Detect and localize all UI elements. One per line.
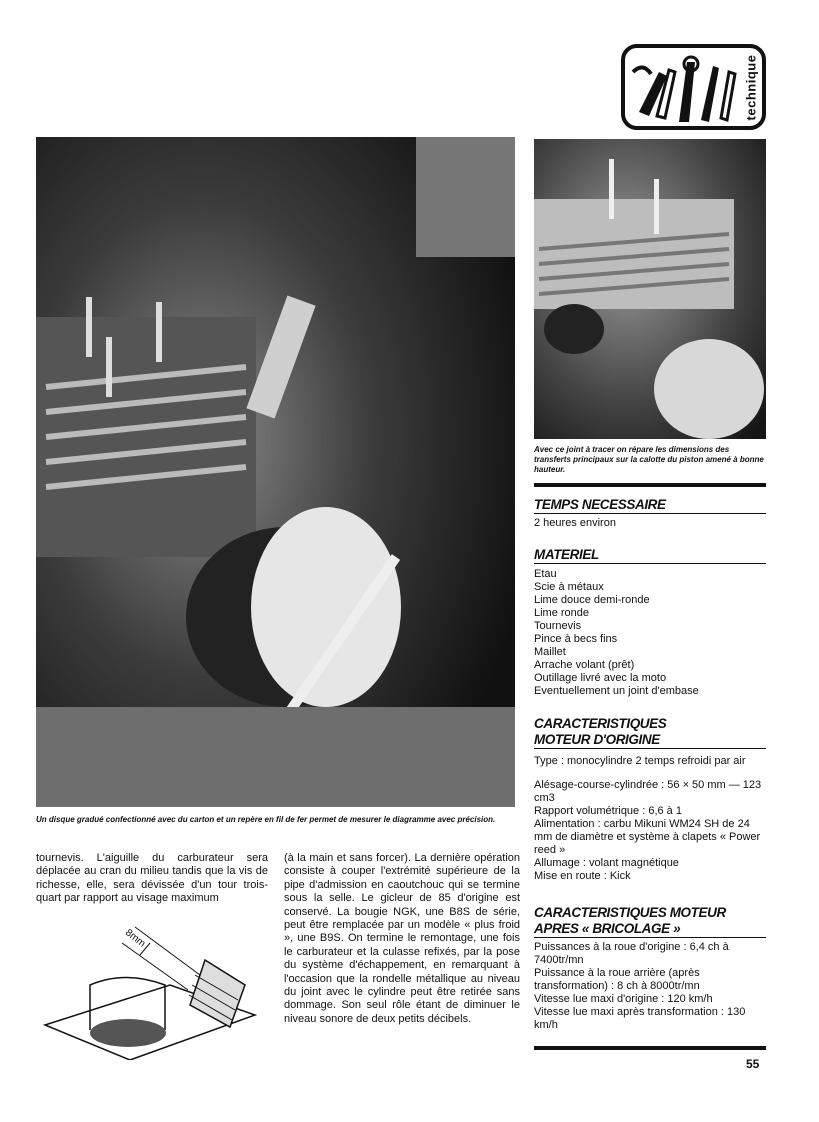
cylinder-photo (534, 139, 766, 439)
materiel-list (534, 568, 766, 698)
body-column-2: (à la main et sans forcer). La dernière opération consiste à couper l'extrémité supérieure de la pipe d'admission en caoutchouc qui se termine sous la selle. Le gicleur de 85 d'origine est conservé. La bougie NGK, une B8S de série, peut être remplacée par un modèle « plus froid », une B9S. On termine le remontage, une fois le carburateur et la culasse refixés, par la pose du système d'échappement, en remarquant à l'occasion que la rondelle métallique au niveau du joint avec le cylindre peut être retirée sans dommage. Son seul rôle étant de diminuer le niveau sonore de deux petits décibels. (284, 852, 520, 1025)
origine-alesage: Alésage-course-cylindrée : 56 × 50 mm — 123 cm3 (534, 779, 762, 804)
origine-list (534, 755, 766, 883)
list-item: Tournevis (534, 620, 582, 632)
temps-title (534, 497, 766, 514)
temps-title-text: TEMPS NECESSAIRE (534, 497, 766, 514)
materiel-title (534, 547, 766, 564)
list-item: Puissances à la roue d'origine : 6,4 ch à 7400tr/mn (534, 941, 729, 966)
diagram-label: 8mm (122, 927, 148, 950)
materiel-title-text: MATERIEL (534, 547, 766, 564)
list-item: Eventuellement un joint d'embase (534, 685, 699, 697)
body-column-1: tournevis. L'aiguille du carburateur sera déplacée au cran du milieu tandis que la vis de richesse, elle, sera dévissée d'un tour trois-quart par rapport au visage maximum (36, 852, 268, 905)
list-item: Pince à becs fins (534, 633, 618, 645)
apres-title (534, 905, 766, 938)
list-item: Arrache volant (prêt) (534, 659, 635, 671)
apres-title-line1: CARACTERISTIQUES MOTEUR (534, 905, 726, 920)
list-item: Outillage livré avec la moto (534, 672, 667, 684)
list-item: Etau (534, 568, 557, 580)
list-item: Scie à métaux (534, 581, 604, 593)
temps-text: 2 heures environ (534, 517, 616, 529)
gasket-diagram (40, 915, 262, 1060)
origine-allumage: Allumage : volant magnétique (534, 857, 679, 869)
list-item: Lime ronde (534, 607, 590, 619)
origine-alimentation: Alimentation : carbu Mikuni WM24 SH de 24 mm de diamètre et système à clapets « Power reed » (534, 818, 761, 856)
origine-rapport: Rapport volumétrique : 6,6 à 1 (534, 805, 682, 817)
origine-mise: Mise en route : Kick (534, 870, 631, 882)
origine-title-line2: MOTEUR D'ORIGINE (534, 732, 766, 749)
sidebar-top-rule (534, 483, 766, 487)
apres-title-line2: APRES « BRICOLAGE » (534, 921, 766, 938)
main-photo-caption: Un disque gradué confectionné avec du carton et un repère en fil de fer permet de mesurer le diagramme avec précision. (36, 815, 496, 824)
apres-list (534, 941, 766, 1032)
list-item: Puissance à la roue arrière (après transformation) : 8 ch à 8000tr/mn (534, 967, 700, 992)
list-item: Lime douce demi-ronde (534, 594, 650, 606)
origine-type: Type : monocylindre 2 temps refroidi par air (534, 755, 746, 767)
sidebar-bottom-rule (534, 1046, 766, 1050)
tools-icon (629, 52, 741, 128)
page-number: 55 (746, 1057, 760, 1071)
origine-title (534, 716, 766, 749)
side-photo-caption: Avec ce joint à tracer on répare les dimensions des transferts principaux sur la calotte du piston amené à bonne hauteur. (534, 445, 764, 474)
technique-logo (621, 44, 766, 130)
origine-title-line1: CARACTERISTIQUES (534, 716, 667, 731)
engine-photo (36, 137, 515, 807)
logo-label: technique (743, 54, 759, 121)
list-item: Vitesse lue maxi après transformation : 130 km/h (534, 1006, 746, 1031)
list-item: Maillet (534, 646, 566, 658)
list-item: Vitesse lue maxi d'origine : 120 km/h (534, 993, 713, 1005)
